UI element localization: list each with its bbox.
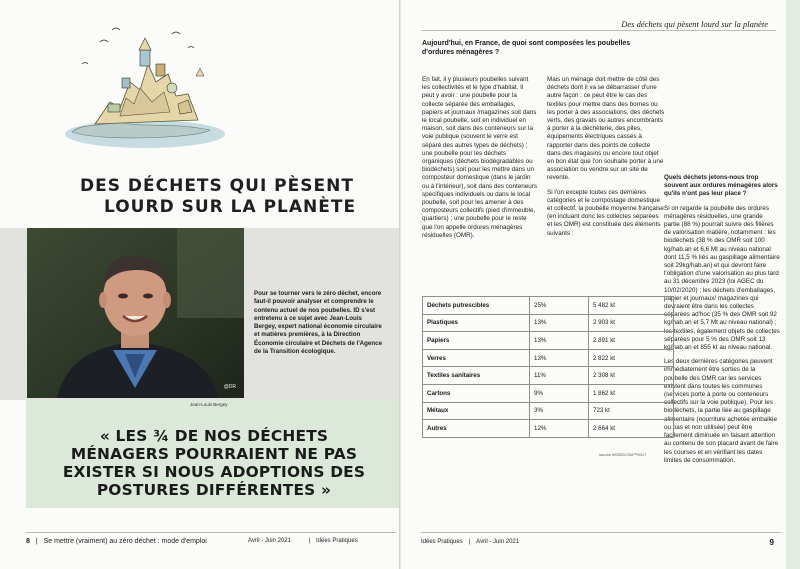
title-line-1: DES DÉCHETS QUI PÈSENT	[80, 176, 354, 196]
table-row	[423, 349, 674, 367]
table-source: source MODECOM™2017	[599, 452, 647, 457]
footer-sep-2: |	[309, 538, 311, 544]
quote-line-4: POSTURES DIFFÉRENTES »	[96, 481, 332, 499]
row-pct: 12%	[530, 420, 589, 438]
right-footer	[421, 538, 781, 545]
row-pct: 3%	[530, 402, 589, 420]
quote-line-1: « LES ¾ DE NOS DÉCHETS	[99, 427, 329, 445]
article-title	[68, 162, 357, 218]
page-number: 8	[26, 538, 30, 545]
row-label: Métaux	[423, 402, 530, 420]
row-pct: 9%	[530, 384, 589, 402]
row-value: 1 862 kt	[589, 384, 674, 402]
left-footer	[26, 538, 396, 545]
column-1	[422, 76, 537, 246]
page-number: 9	[769, 538, 774, 547]
col3-paragraph-2: Les deux dernières catégories peuvent immédiatement être sorties de la poubelle des OMR car les services existent dans toutes les communes (services porte à porte ou conteneurs collectifs sur la voie publique). Pour les biodéchets, la partie liée au gaspillage alimentaire (nourriture achetée emballée ou pas et non utilisée) peut être facilement diminuée en faisant attention au contenu de son placard avant de faire les courses et en vérifiant les dates limites de consommation.	[664, 358, 779, 464]
row-label: Verres	[423, 349, 530, 367]
pull-quote	[38, 427, 390, 499]
quote-line-3: EXISTER SI NOUS ADOPTIONS DES	[62, 463, 366, 481]
table-row	[423, 420, 674, 438]
row-pct: 25%	[530, 297, 589, 315]
question-2: Quels déchets jetons-nous trop souvent aux ordures ménagères alors qu'ils n'ont pas leur place ?	[664, 174, 778, 198]
row-value: 5 482 kt	[589, 297, 674, 315]
footer-rule	[26, 532, 396, 533]
photo-credit: @DR	[223, 384, 236, 390]
row-value: 2 903 kt	[589, 314, 674, 332]
left-page	[0, 0, 399, 569]
col1-paragraph: En fait, il y plusieurs poubelles suivant les collectivités et le type d'habitat. Il peut y avoir : une poubelle pour la collecte séparée des emballages, papiers et journaux /magazines soit dans le local poubelle, soit en individuel en maison, soit dans des conteneurs sur la voie publique (souvent le verre est séparé des autres types de déchets) ; une poubelle pour les déchets organiques (déchets biodégradables ou biodéchets) soit pour les mettre dans un composteur domestique (dans le jardin ou à l'intérieur), soit dans des conteneurs spécifiques individuels ou dans le local poubelle, soit pour les amener à des composteurs collectifs (pied d'immeuble, quartiers) ; une poubelle pour le reste que l'on appelle ordures ménagères résiduelles (OMR).	[422, 76, 537, 239]
edge-strip	[786, 0, 800, 569]
table-row	[423, 297, 674, 315]
footer-magazine: Idées Pratiques	[316, 538, 358, 544]
footer-sep: |	[468, 539, 471, 545]
table-row	[423, 367, 674, 385]
island-landfill-illustration	[60, 12, 230, 152]
table-row	[423, 384, 674, 402]
row-label: Déchets putrescibles	[423, 297, 530, 315]
title-line-2: LOURD SUR LA PLANÈTE	[104, 197, 357, 217]
quote-line-2: MÉNAGERS POURRAIENT NE PAS	[70, 445, 358, 463]
row-pct: 13%	[530, 332, 589, 350]
photo-caption: Jean-Louis Bergey	[190, 402, 228, 407]
row-pct: 13%	[530, 349, 589, 367]
row-value: 723 kt	[589, 402, 674, 420]
waste-composition-table	[422, 296, 674, 438]
right-page	[401, 0, 800, 569]
row-value: 2 822 kt	[589, 349, 674, 367]
portrait-illustration	[27, 228, 244, 398]
row-value: 2 891 kt	[589, 332, 674, 350]
row-value: 2 308 kt	[589, 367, 674, 385]
question-1: Aujourd'hui, en France, de quoi sont composées les poubelles d'ordures ménagères ?	[422, 40, 631, 56]
table-row	[423, 314, 674, 332]
running-title: Des déchets qui pèsent lourd sur la planète	[621, 19, 768, 29]
header-rule	[421, 30, 776, 31]
footer-sep: |	[35, 538, 38, 545]
table-row	[423, 402, 674, 420]
row-pct: 13%	[530, 314, 589, 332]
footer-rule	[421, 532, 781, 533]
col2-paragraph-2: Si l'on excepte toutes ces dernières catégories et le compostage domestique et collectif, la poubelle moyenne française (en incluant donc les collectes séparées et les OMR) est constituée des éléments suivants :	[547, 188, 664, 237]
footer-section: Se mettre (vraiment) au zéro déchet : mode d'emploi	[43, 538, 207, 545]
column-2	[547, 76, 665, 244]
column-3	[664, 174, 780, 471]
row-label: Textiles sanitaires	[423, 367, 530, 385]
footer-date: Avril - Juin 2021	[248, 538, 291, 544]
portrait-photo	[27, 228, 244, 398]
footer-date: Avril - Juin 2021	[476, 539, 520, 545]
row-pct: 11%	[530, 367, 589, 385]
table-row	[423, 332, 674, 350]
row-label: Papiers	[423, 332, 530, 350]
row-value: 2 664 kt	[589, 420, 674, 438]
col2-paragraph-1: Mais un ménage doit mettre de côté des déchets dont il va se débarrasser d'une autre façon : ce peut être le cas des textiles pour mettre dans des bornes ou les porter à des associations, des déchets verts, des gravats ou autres encombrants à porter à la déchèterie, des piles, équipements électriques cassés à rapporter dans des points de collecte dans des magasins ou encore tout objet en bon état que l'on souhaite porter à une association ou vendre sur un site de revente.	[547, 76, 665, 182]
row-label: Autres	[423, 420, 530, 438]
intro-text: Pour se tourner vers le zéro déchet, encore faut-il pouvoir analyser et comprendre le contenu actuel de nos poubelles. ID s'est entretenu à ce sujet avec Jean-Louis Bergey, expert national économie circulaire et matières premières, à la Direction Économie circulaire et Déchets de l'Agence de la Transition écologique.	[254, 290, 383, 356]
row-label: Plastiques	[423, 314, 530, 332]
col3-paragraph-1: Si on regarde la poubelle des ordures ménagères résiduelles, une grande partie (88 %) pourrait suivre des filières de valorisation matière, notamment : les biodéchets (38 % des OMR soit 100 kg/hab.an et 6,6 Mt au niveau national dont 11,5 % liés au gaspillage alimentaire soit 29kg/hab.an) et qui devront faire l'obligation d'une valorisation au plus tard au 31 décembre 2023 (loi AGEC du 10/02/2020) ; les déchets d'emballages, papier et journaux/ magazines qui devraient être dans les collectes séparées ad'hoc (35 % des OMR soit 92 kg/hab.an et 5,7 Mt au niveau national) ; les textiles, également objets de collectes séparées pour 5 % des OMR soit 13 kg/hab.an et 855 kt au niveau national.	[664, 204, 780, 352]
row-label: Cartons	[423, 384, 530, 402]
footer-magazine: Idées Pratiques	[421, 539, 463, 545]
